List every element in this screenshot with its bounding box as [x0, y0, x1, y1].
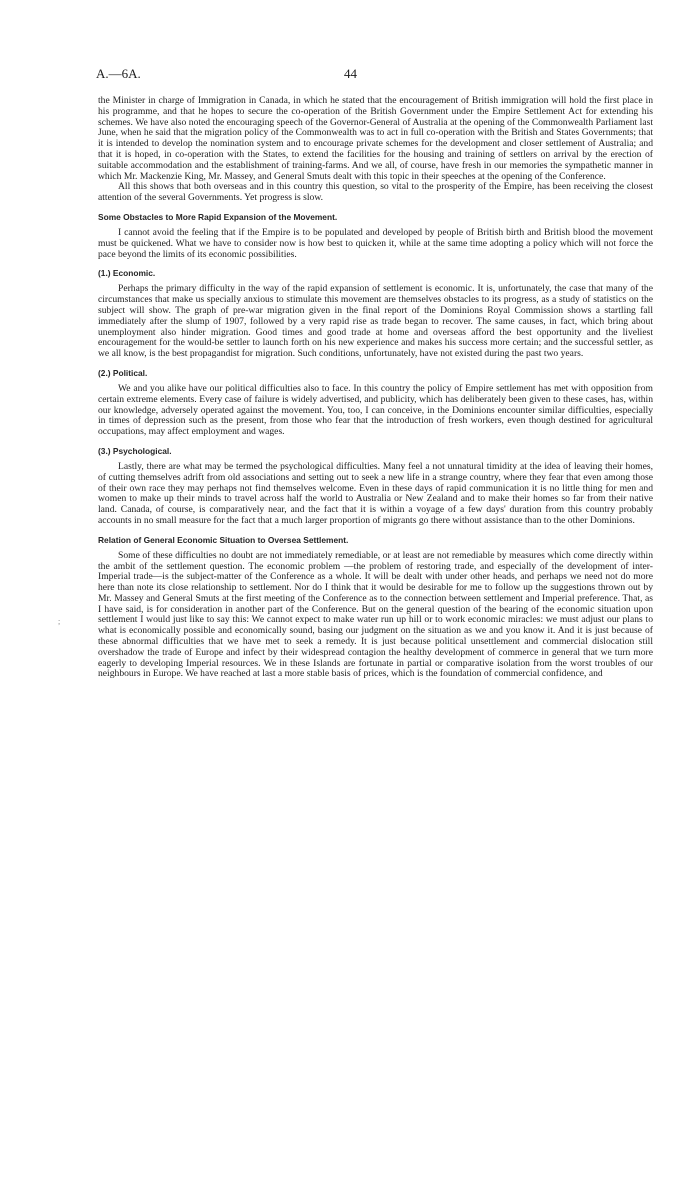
section-heading-obstacles: Some Obstacles to More Rapid Expansion of the Movement.: [98, 211, 338, 222]
paragraph: Lastly, there are what may be termed the psychological difficulties. Many feel a not unnatural timidity at the idea of leaving their homes, of cutting themselves adrift from old associations and setting out to seek a new life in a strange country, where they fear that even among those of their own race they may perhaps not find themselves welcome. Even in these days of rapid communication it is no little thing for men and women to make up their minds to travel across half the world to Australia or New Zealand and to make their homes so far from their native land. Canada, of course, is comparatively near, and the fact that it is within a voyage of a few days' duration from this country probably accounts in no small measure for the fact that a much larger proportion of migrants go there without assistance than to the other Dominions.: [98, 460, 653, 526]
paragraph: Some of these difficulties no doubt are not immediately remediable, or at least are not remediable by measures which come directly within the ambit of the settlement question. The economic problem —the problem of restoring trade, and especially of the development of inter-Imperial trade—is the subject-matter of the Conference as a whole. It will be dealt with under other heads, and perhaps we need not do more here than note its close relationship to settlement. Nor do I think that it would be desirable for me to follow up the suggestions thrown out by Mr. Massey and General Smuts at the first meeting of the Conference as to the connection between settlement and Imperial preference. That, as I have said, is for consideration in another part of the Conference. But on the general question of the bearing of the economic situation upon settlement I would just like to say this: We cannot expect to make water run up hill or to work economic miracles: we must adjust our plans to what is economically possible and economically sound, basing our judgment on the situation as we and you know it. And it is just because of these abnormal difficulties that we have met to seek a remedy. It is just because political unsettlement and commercial dislocation still overshadow the trade of Europe and infect by their widespread contagion the healthy development of commerce in general that we turn more eagerly to developing Imperial resources. We in these Islands are fortunate in partial or comparative isolation from the worst troubles of our neighbours in Europe. We have reached at last a more stable basis of prices, which is the foundation of commercial confidence, and: [98, 549, 653, 680]
document-reference: A.—6A.: [96, 66, 141, 81]
paragraph: We and you alike have our political difficulties also to face. In this country the policy of Empire settlement has met with opposition from certain extreme elements. Every case of failure is widely advertised, and publicity, which has deliberately been given to these cases, has, within our knowledge, adversely operated against the movement. You, too, I can conceive, in the Dominions encounter similar difficulties, especially in times of depression such as the present, from those who fear that the introduction of fresh workers, even though destined for agricultural occupations, may affect employment and wages.: [98, 382, 653, 438]
paragraph: Perhaps the primary difficulty in the way of the rapid expansion of settlement is economic. It is, unfortunately, the case that many of the circumstances that make us specially anxious to stimulate this movement are themselves obstacles to its progress, as a study of statistics on the subject will show. The graph of pre-war migration given in the final report of the Dominions Royal Commission shows a startling fall immediately after the slump of 1907, followed by a very rapid rise as trade began to recover. The same causes, in fact, which bring about unemployment also hinder migration. Good times and good trade at home and overseas afford the best opportunity and the liveliest encouragement for the would-be settler to launch forth on his new experience and makes his success more certain; and the successful settler, as we all know, is the best propagandist for migration. Such conditions, unfortunately, have not existed during the past two years.: [98, 283, 653, 360]
page-number: 44: [344, 66, 357, 81]
margin-mark: ;: [58, 617, 61, 626]
section-heading-economic: (1.) Economic.: [98, 268, 156, 279]
section-heading-relation: Relation of General Economic Situation to Oversea Settlement.: [98, 534, 349, 545]
page-header: [96, 66, 656, 82]
paragraph: All this shows that both overseas and in this country this question, so vital to the prosperity of the Empire, has been receiving the closest attention of the several Governments. Yet progress is slow.: [98, 181, 653, 204]
section-heading-political: (2.) Political.: [98, 367, 148, 378]
paragraph: the Minister in charge of Immigration in Canada, in which he stated that the encouragement of British immigration will hold the first place in his programme, and that he hopes to secure the co-operation of the British Government under the Empire Settlement Act for extending his schemes. We have also noted the encouraging speech of the Governor-General of Australia at the opening of the Commonwealth Parliament last June, when he said that the migration policy of the Commonwealth was to act in full co-operation with the British and States Governments; that it is intended to develop the nomination system and to encourage private schemes for the development and closer settlement of Australia; and that it is hoped, in co-operation with the States, to extend the facilities for the housing and training of settlers on arrival by the erection of suitable accommodation and the establishment of training-farms. And we all, of course, have fresh in our memories the sympathetic manner in which Mr. Mackenzie King, Mr. Massey, and General Smuts dealt with this topic in their speeches at the opening of the Conference.: [98, 95, 653, 182]
section-heading-psychological: (3.) Psychological.: [98, 445, 172, 456]
paragraph: I cannot avoid the feeling that if the Empire is to be populated and developed by people of British birth and British blood the movement must be quickened. What we have to consider now is how best to quicken it, while at the same time adopting a policy which will not force the pace beyond the limits of its economic possibilities.: [98, 226, 653, 260]
body-text: [98, 96, 653, 680]
